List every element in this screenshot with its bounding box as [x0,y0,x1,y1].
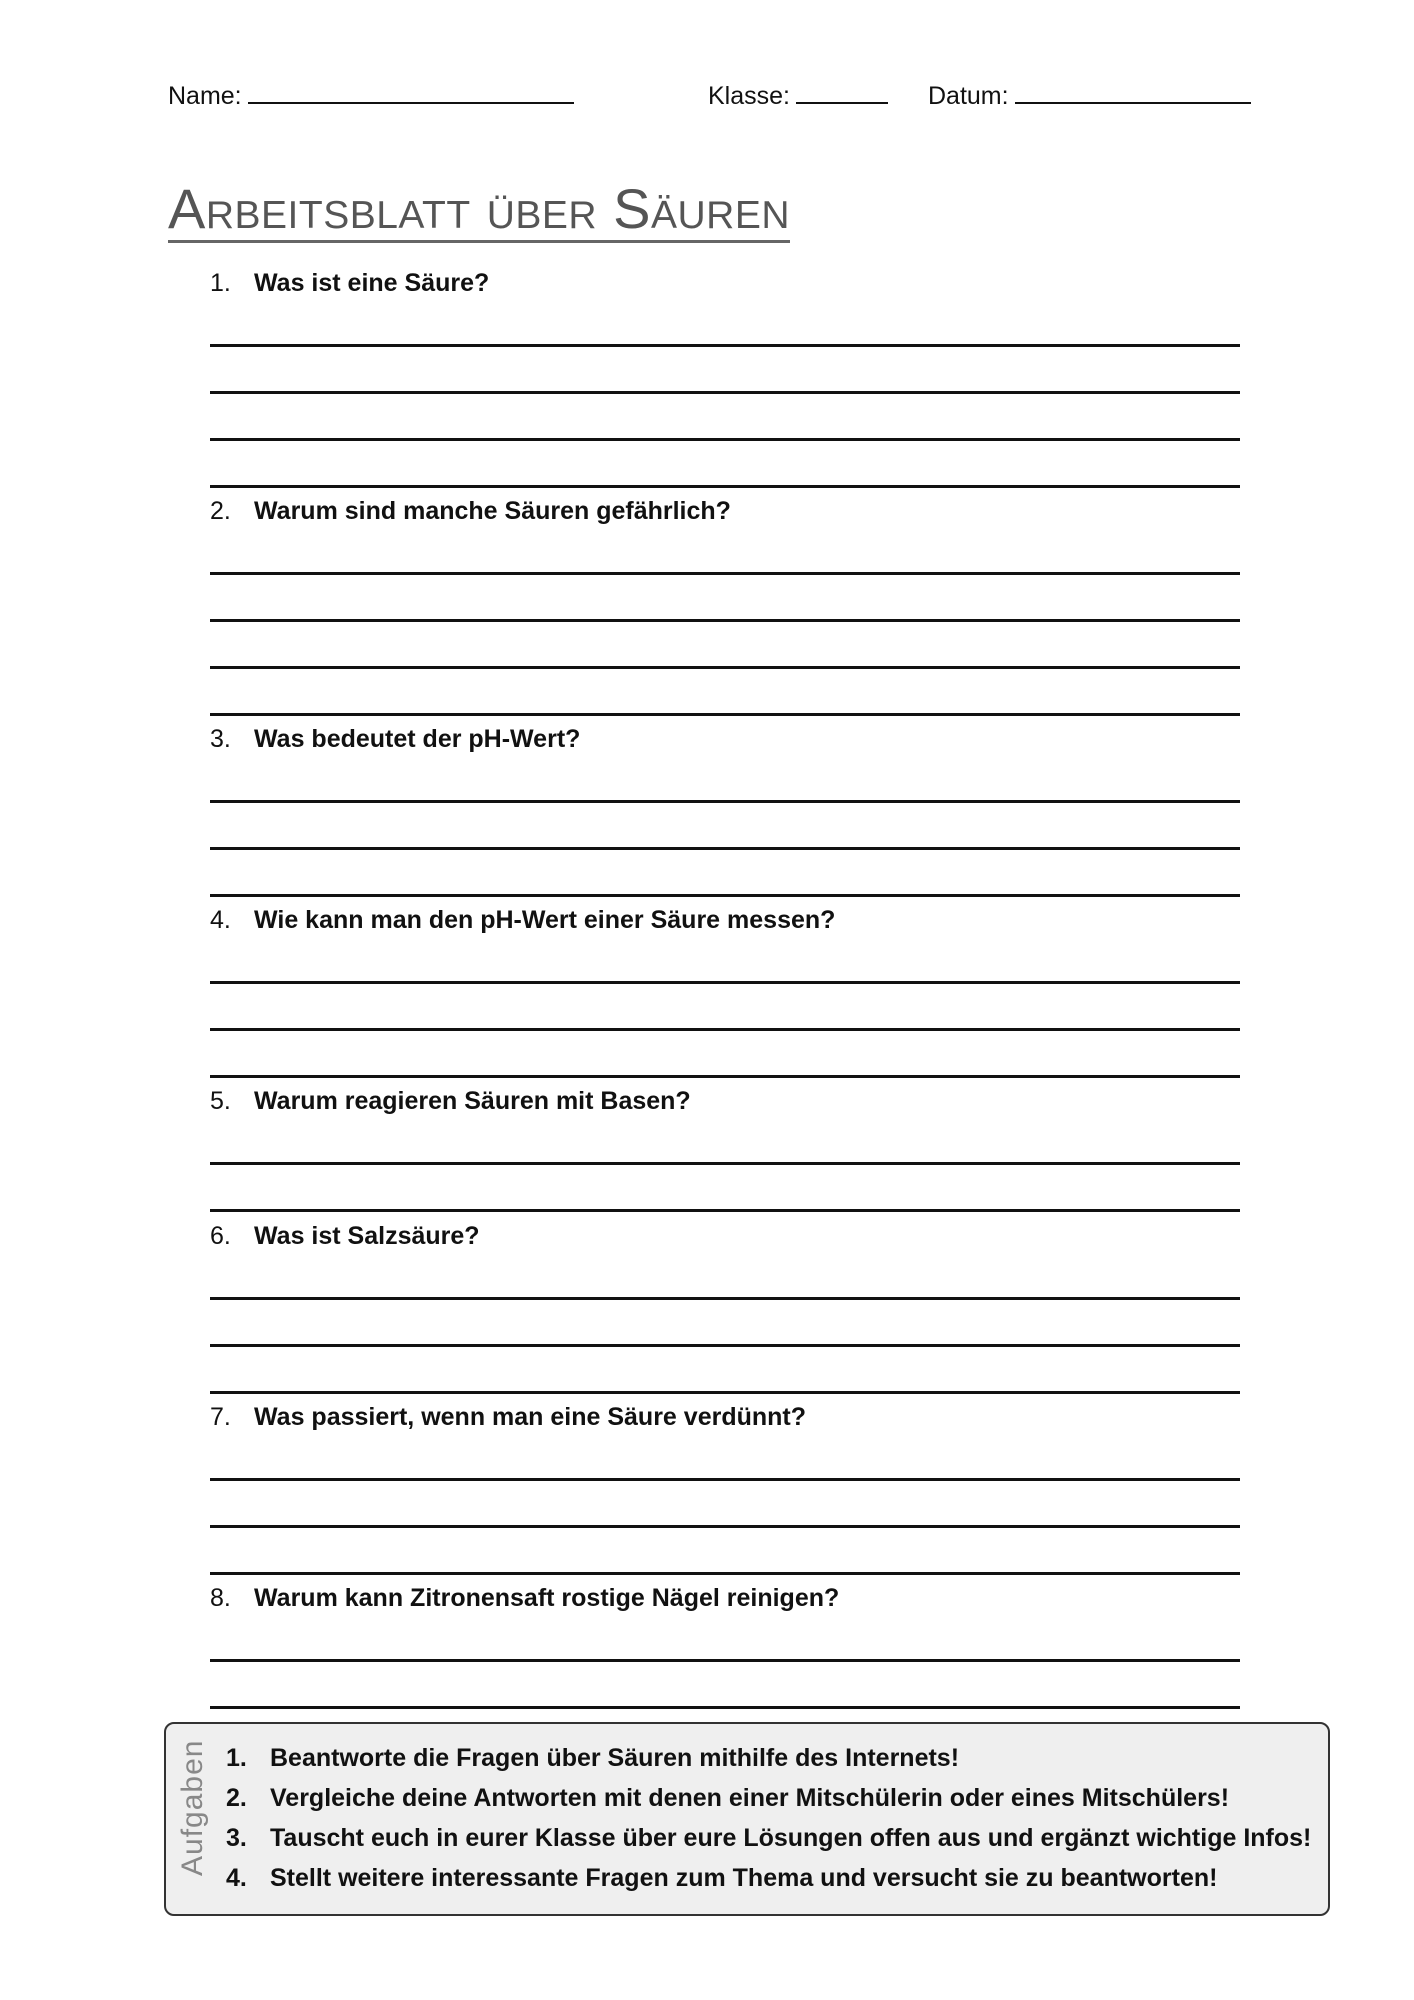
question-number: 4. [210,906,231,934]
klasse-field [708,82,888,111]
task-item [226,1818,1318,1858]
task-number: 4. [226,1864,247,1892]
header [168,82,1254,116]
answer-line[interactable] [210,394,1240,441]
task-text: Beantworte die Fragen über Säuren mithilfe des Internets! [270,1744,960,1772]
task-number: 2. [226,1784,247,1812]
question-8 [210,1581,1240,1709]
task-text: Stellt weitere interessante Fragen zum Thema und versucht sie zu beantworten! [270,1864,1218,1892]
answer-line[interactable] [210,1347,1240,1394]
question-2 [210,494,1240,716]
question-number: 3. [210,725,231,753]
name-field [168,82,574,111]
answer-line[interactable] [210,1118,1240,1165]
answer-line[interactable] [210,937,1240,984]
question-text: Warum reagieren Säuren mit Basen? [254,1087,691,1115]
answer-line[interactable] [210,300,1240,347]
name-label: Name: [168,82,242,110]
tasks-box [164,1722,1330,1916]
answer-line[interactable] [210,622,1240,669]
answer-line[interactable] [210,1300,1240,1347]
klasse-blank[interactable] [796,82,888,104]
task-item [226,1738,1318,1778]
datum-blank[interactable] [1015,82,1251,104]
task-item [226,1858,1318,1898]
tasks-label: Aufgaben [176,1739,209,1876]
question-text: Wie kann man den pH-Wert einer Säure messen? [254,906,836,934]
question-text: Was ist eine Säure? [254,269,490,297]
answer-line[interactable] [210,1528,1240,1575]
question-number: 1. [210,269,231,297]
task-text: Vergleiche deine Antworten mit denen einer Mitschülerin oder eines Mitschülers! [270,1784,1230,1812]
answer-line[interactable] [210,850,1240,897]
answer-line[interactable] [210,347,1240,394]
task-text: Tauscht euch in eurer Klasse über eure Lösungen offen aus und ergänzt wichtige Infos! [270,1824,1312,1852]
task-item [226,1778,1318,1818]
task-number: 1. [226,1744,247,1772]
answer-line[interactable] [210,1253,1240,1300]
answer-line[interactable] [210,1434,1240,1481]
question-1 [210,266,1240,488]
answer-line[interactable] [210,1615,1240,1662]
question-number: 8. [210,1584,231,1612]
question-text: Warum sind manche Säuren gefährlich? [254,497,731,525]
question-text: Was bedeutet der pH-Wert? [254,725,581,753]
answer-line[interactable] [210,528,1240,575]
question-number: 6. [210,1222,231,1250]
answer-line[interactable] [210,1165,1240,1212]
question-4 [210,903,1240,1078]
answer-line[interactable] [210,1662,1240,1709]
answer-line[interactable] [210,1481,1240,1528]
tasks-list [226,1738,1318,1898]
question-number: 5. [210,1087,231,1115]
question-3 [210,722,1240,897]
question-number: 7. [210,1403,231,1431]
question-text: Was passiert, wenn man eine Säure verdünnt? [254,1403,807,1431]
datum-label: Datum: [928,82,1009,110]
datum-field [928,82,1251,111]
question-5 [210,1084,1240,1212]
klasse-label: Klasse: [708,82,790,110]
question-text: Warum kann Zitronensaft rostige Nägel reinigen? [254,1584,840,1612]
answer-line[interactable] [210,1031,1240,1078]
answer-line[interactable] [210,803,1240,850]
task-number: 3. [226,1824,247,1852]
question-7 [210,1400,1240,1575]
answer-line[interactable] [210,669,1240,716]
answer-line[interactable] [210,756,1240,803]
name-blank[interactable] [248,82,574,104]
page-title: Arbeitsblatt über Säuren [168,178,790,243]
answer-line[interactable] [210,441,1240,488]
question-text: Was ist Salzsäure? [254,1222,480,1250]
answer-line[interactable] [210,984,1240,1031]
question-6 [210,1219,1240,1394]
answer-line[interactable] [210,575,1240,622]
question-number: 2. [210,497,231,525]
